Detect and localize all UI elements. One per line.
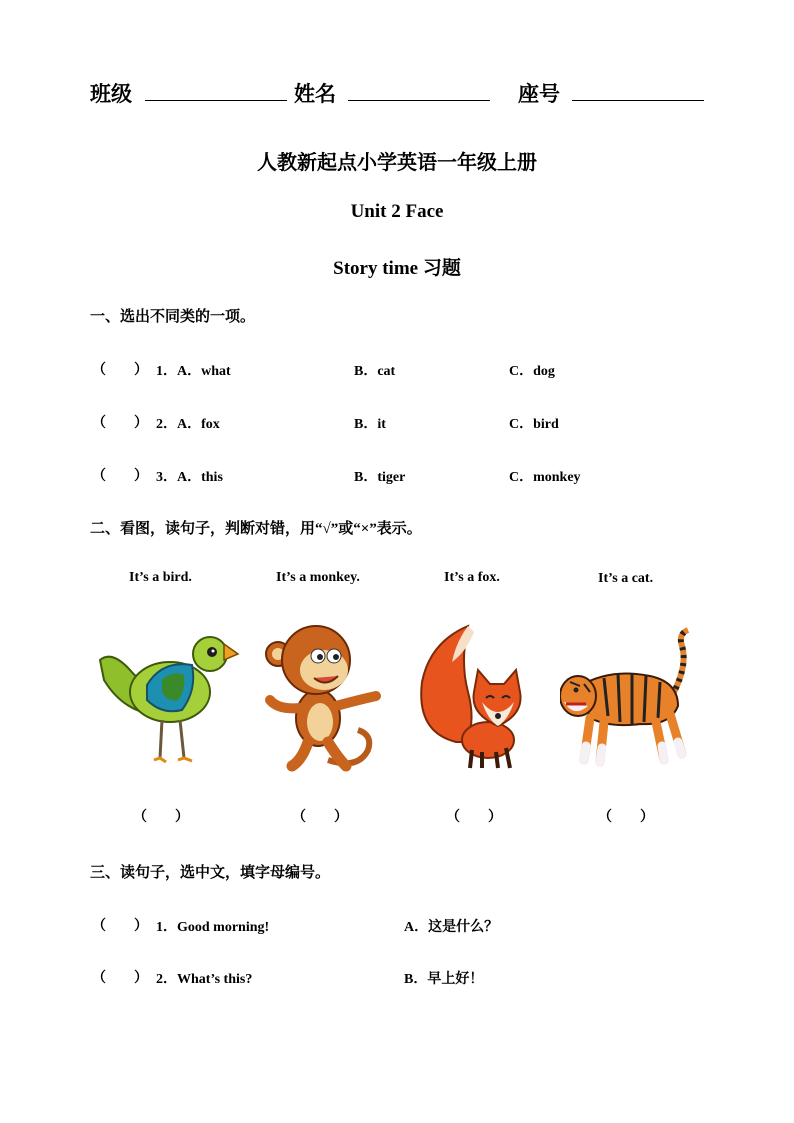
sentence-fox: It’s a fox. [444,570,500,585]
seat-field[interactable] [572,100,704,101]
monkey-icon [258,620,386,772]
tiger-icon [560,626,700,772]
option-b: B．it [354,417,386,432]
bird-icon [92,630,240,770]
option-c: C．monkey [509,470,581,485]
question-text: 1．Good morning! [156,920,270,935]
book-title: 人教新起点小学英语一年级上册 [257,152,537,174]
answer-blank[interactable]: （ ） [92,919,148,934]
answer-blank-cat[interactable]: （ ） [598,810,654,825]
option-text: A．这是什么？ [404,920,499,935]
section2-heading: 二、看图，读句子，判断对错，用“√”或“×”表示。 [90,521,422,537]
section1-heading: 一、选出不同类的一项。 [90,309,256,325]
question-number: 1．A．what [156,364,231,379]
exercise-title: Story time 习题 [333,258,461,279]
option-c: C．bird [509,417,559,432]
option-c: C．dog [509,364,555,379]
option-text: B．早上好！ [404,972,484,987]
question-number: 3．A．this [156,470,223,485]
name-field[interactable] [348,100,490,101]
sentence-monkey: It’s a monkey. [276,570,360,585]
answer-blank[interactable]: （ ） [92,469,148,484]
seat-label: 座号 [518,82,560,106]
question-text: 2．What’s this? [156,972,253,987]
answer-blank-fox[interactable]: （ ） [446,810,502,825]
question-number: 2．A．fox [156,417,220,432]
answer-blank-monkey[interactable]: （ ） [292,810,348,825]
answer-blank[interactable]: （ ） [92,416,148,431]
option-b: B．cat [354,364,396,379]
answer-blank[interactable]: （ ） [92,971,148,986]
answer-blank-bird[interactable]: （ ） [133,810,189,825]
option-b: B．tiger [354,470,406,485]
unit-title: Unit 2 Face [350,201,444,222]
name-label: 姓名 [294,82,336,106]
class-label: 班级 [90,82,132,106]
fox-icon [416,622,540,772]
answer-blank[interactable]: （ ） [92,363,148,378]
sentence-bird: It’s a bird. [129,570,192,585]
sentence-cat: It’s a cat. [598,571,654,586]
section3-heading: 三、读句子，选中文，填字母编号。 [90,865,331,881]
class-field[interactable] [145,100,287,101]
